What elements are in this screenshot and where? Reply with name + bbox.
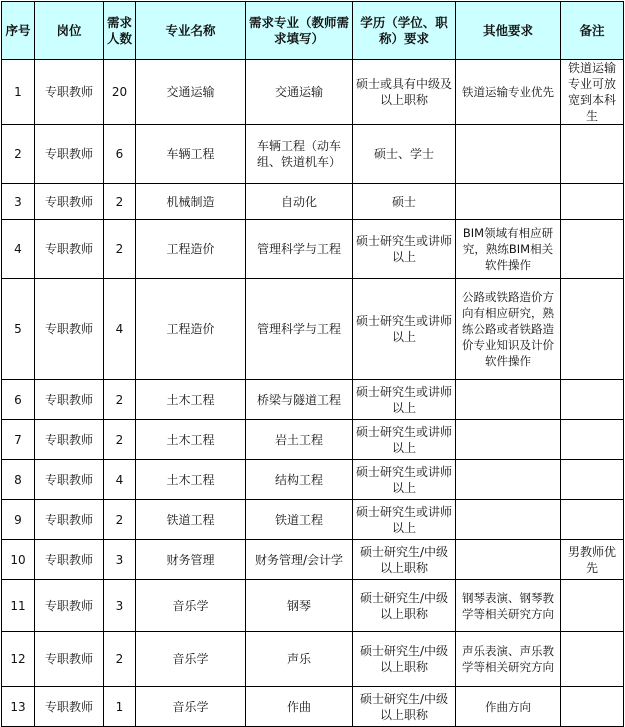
cell-position: 专职教师 xyxy=(35,540,104,580)
cell-position: 专职教师 xyxy=(35,420,104,460)
cell-count: 3 xyxy=(104,540,136,580)
cell-position: 专职教师 xyxy=(35,460,104,500)
table-row xyxy=(2,540,624,580)
cell-education: 硕士研究生或讲师以上 xyxy=(353,500,456,540)
cell-count: 4 xyxy=(104,279,136,380)
cell-position: 专职教师 xyxy=(35,580,104,632)
cell-other xyxy=(456,420,561,460)
cell-education: 硕士研究生/中级以上职称 xyxy=(353,632,456,687)
header-row xyxy=(2,2,624,60)
table-row xyxy=(2,60,624,125)
cell-count: 2 xyxy=(104,220,136,279)
table-row xyxy=(2,687,624,727)
cell-seq: 11 xyxy=(2,580,35,632)
cell-position: 专职教师 xyxy=(35,279,104,380)
cell-count: 6 xyxy=(104,125,136,184)
cell-major-name: 铁道工程 xyxy=(136,500,246,540)
cell-education: 硕士研究生/中级以上职称 xyxy=(353,580,456,632)
cell-demand-major: 财务管理/会计学 xyxy=(246,540,353,580)
cell-demand-major: 桥梁与隧道工程 xyxy=(246,380,353,420)
cell-position: 专职教师 xyxy=(35,220,104,279)
cell-other xyxy=(456,380,561,420)
cell-remark xyxy=(561,580,624,632)
cell-other: 公路或铁路造价方向有相应研究，熟练公路或者铁路造价专业知识及计价软件操作 xyxy=(456,279,561,380)
cell-major-name: 机械制造 xyxy=(136,184,246,220)
table-row xyxy=(2,420,624,460)
cell-demand-major: 管理科学与工程 xyxy=(246,220,353,279)
cell-demand-major: 交通运输 xyxy=(246,60,353,125)
cell-remark xyxy=(561,500,624,540)
cell-count: 2 xyxy=(104,380,136,420)
cell-remark xyxy=(561,279,624,380)
cell-major-name: 工程造价 xyxy=(136,279,246,380)
cell-seq: 8 xyxy=(2,460,35,500)
cell-seq: 1 xyxy=(2,60,35,125)
cell-position: 专职教师 xyxy=(35,500,104,540)
cell-count: 3 xyxy=(104,580,136,632)
recruitment-table xyxy=(1,1,624,727)
cell-education: 硕士研究生或讲师以上 xyxy=(353,279,456,380)
table-row xyxy=(2,220,624,279)
cell-demand-major: 钢琴 xyxy=(246,580,353,632)
cell-major-name: 土木工程 xyxy=(136,380,246,420)
cell-position: 专职教师 xyxy=(35,632,104,687)
cell-seq: 12 xyxy=(2,632,35,687)
cell-education: 硕士研究生或讲师以上 xyxy=(353,220,456,279)
cell-other: 作曲方向 xyxy=(456,687,561,727)
cell-position: 专职教师 xyxy=(35,60,104,125)
cell-other xyxy=(456,184,561,220)
cell-major-name: 车辆工程 xyxy=(136,125,246,184)
table-row xyxy=(2,632,624,687)
cell-remark xyxy=(561,632,624,687)
cell-remark: 男教师优先 xyxy=(561,540,624,580)
cell-major-name: 工程造价 xyxy=(136,220,246,279)
cell-major-name: 交通运输 xyxy=(136,60,246,125)
cell-remark xyxy=(561,687,624,727)
cell-remark xyxy=(561,125,624,184)
table-row xyxy=(2,380,624,420)
cell-other: 铁道运输专业优先 xyxy=(456,60,561,125)
table-row xyxy=(2,125,624,184)
cell-major-name: 土木工程 xyxy=(136,420,246,460)
header-demand-major: 需求专业（教师需求填写） xyxy=(246,2,353,60)
header-other: 其他要求 xyxy=(456,2,561,60)
cell-count: 4 xyxy=(104,460,136,500)
cell-position: 专职教师 xyxy=(35,687,104,727)
cell-other: 声乐表演、声乐教学等相关研究方向 xyxy=(456,632,561,687)
cell-seq: 3 xyxy=(2,184,35,220)
header-position: 岗位 xyxy=(35,2,104,60)
cell-position: 专职教师 xyxy=(35,184,104,220)
cell-education: 硕士研究生或讲师以上 xyxy=(353,460,456,500)
cell-remark xyxy=(561,220,624,279)
cell-major-name: 音乐学 xyxy=(136,580,246,632)
cell-seq: 13 xyxy=(2,687,35,727)
cell-demand-major: 岩土工程 xyxy=(246,420,353,460)
cell-remark: 铁道运输专业可放宽到本科生 xyxy=(561,60,624,125)
cell-position: 专职教师 xyxy=(35,125,104,184)
cell-major-name: 音乐学 xyxy=(136,632,246,687)
header-remark: 备注 xyxy=(561,2,624,60)
cell-remark xyxy=(561,420,624,460)
cell-major-name: 土木工程 xyxy=(136,460,246,500)
header-seq: 序号 xyxy=(2,2,35,60)
cell-demand-major: 自动化 xyxy=(246,184,353,220)
cell-count: 1 xyxy=(104,687,136,727)
table-row xyxy=(2,500,624,540)
cell-other xyxy=(456,500,561,540)
header-count: 需求人数 xyxy=(104,2,136,60)
cell-education: 硕士研究生或讲师以上 xyxy=(353,420,456,460)
cell-seq: 2 xyxy=(2,125,35,184)
cell-other: 钢琴表演、钢琴教学等相关研究方向 xyxy=(456,580,561,632)
cell-education: 硕士研究生/中级以上职称 xyxy=(353,540,456,580)
cell-other xyxy=(456,460,561,500)
cell-count: 2 xyxy=(104,420,136,460)
cell-count: 2 xyxy=(104,632,136,687)
cell-other xyxy=(456,125,561,184)
cell-major-name: 音乐学 xyxy=(136,687,246,727)
cell-demand-major: 铁道工程 xyxy=(246,500,353,540)
table-body xyxy=(2,60,624,727)
cell-demand-major: 车辆工程（动车组、铁道机车） xyxy=(246,125,353,184)
cell-count: 2 xyxy=(104,184,136,220)
cell-seq: 4 xyxy=(2,220,35,279)
table-row xyxy=(2,580,624,632)
cell-remark xyxy=(561,380,624,420)
cell-other: BIM领域有相应研究，熟练BIM相关软件操作 xyxy=(456,220,561,279)
table-row xyxy=(2,184,624,220)
cell-seq: 9 xyxy=(2,500,35,540)
cell-education: 硕士、学士 xyxy=(353,125,456,184)
cell-demand-major: 结构工程 xyxy=(246,460,353,500)
cell-seq: 7 xyxy=(2,420,35,460)
header-major-name: 专业名称 xyxy=(136,2,246,60)
table-row xyxy=(2,279,624,380)
cell-seq: 10 xyxy=(2,540,35,580)
cell-count: 2 xyxy=(104,500,136,540)
cell-demand-major: 声乐 xyxy=(246,632,353,687)
cell-seq: 6 xyxy=(2,380,35,420)
cell-seq: 5 xyxy=(2,279,35,380)
cell-education: 硕士研究生或讲师以上 xyxy=(353,380,456,420)
cell-demand-major: 管理科学与工程 xyxy=(246,279,353,380)
cell-major-name: 财务管理 xyxy=(136,540,246,580)
cell-count: 20 xyxy=(104,60,136,125)
header-education: 学历（学位、职称）要求 xyxy=(353,2,456,60)
cell-education: 硕士 xyxy=(353,184,456,220)
cell-education: 硕士或具有中级及以上职称 xyxy=(353,60,456,125)
table-row xyxy=(2,460,624,500)
cell-education: 硕士研究生/中级以上职称 xyxy=(353,687,456,727)
cell-other xyxy=(456,540,561,580)
cell-remark xyxy=(561,460,624,500)
cell-demand-major: 作曲 xyxy=(246,687,353,727)
cell-remark xyxy=(561,184,624,220)
cell-position: 专职教师 xyxy=(35,380,104,420)
